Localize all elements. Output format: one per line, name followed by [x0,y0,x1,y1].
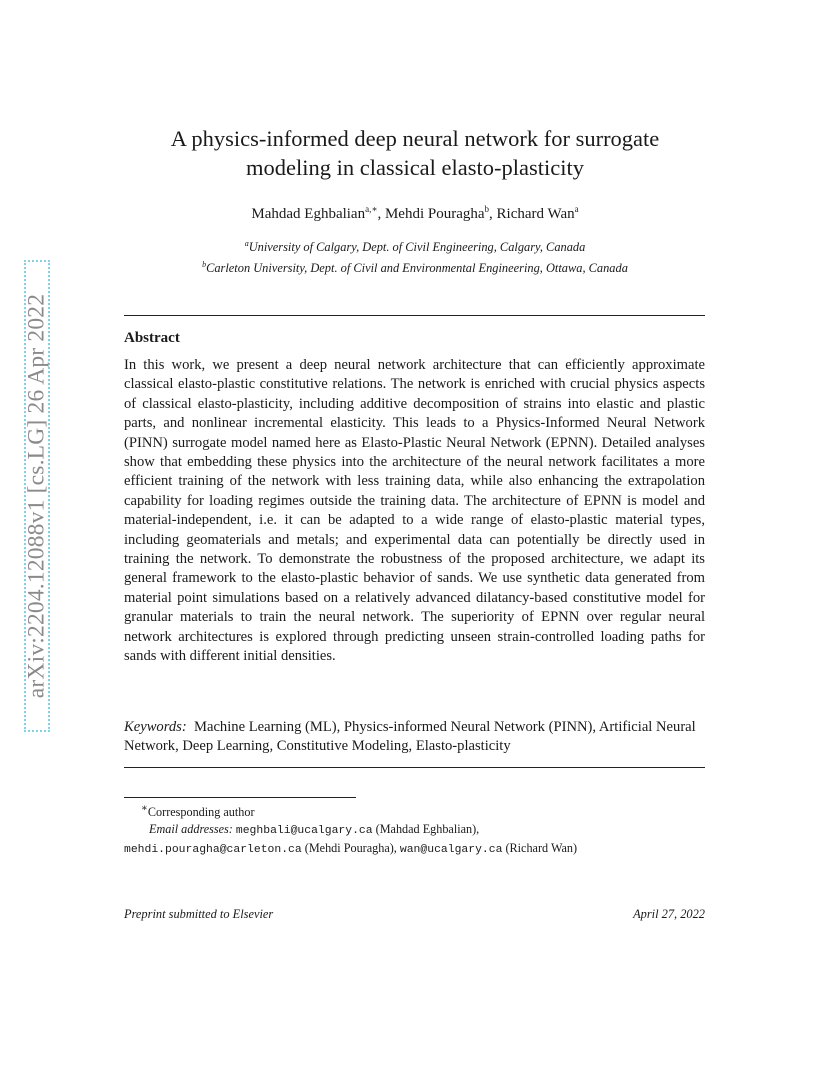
preprint-note: Preprint submitted to Elsevier [124,907,274,921]
author-affil-mark: a [574,204,579,214]
paper-title [100,124,730,182]
footnote-rule [124,797,356,798]
affiliation-mark: a [244,239,249,248]
abstract-text: In this work, we present a deep neural network architecture that can efficiently approximate classical elasto-plastic constitutive relations. The network is enriched with crucial physics aspects of classical elasto-plasticity, including additive decomposition of strains into elastic and plastic parts, and nonlinear incremental elasticity. This leads to a Physics-Informed Neural Network (PINN) surrogate model named here as Elasto-Plastic Neural Network (EPNN). Detailed analyses show that embedding these physics into the architecture of the neural network facilitates a more efficient training of the network with less training data, while also enhancing the extrapolation capability for loading regimes outside the training data. The architecture of EPNN is model and material-independent, i.e. it can be adapted to a wide range of elasto-plastic material types, including geomaterials and metals; and experimental data can potentially be directly used in training the network. To demonstrate the robustness of the proposed architecture, we adapt its general framework to the elasto-plastic behavior of sands. We use synthetic data generated from material point simulations based on a relatively advanced dilatancy-based constitutive model for granular materials to train the neural network. The superiority of EPNN over regular neural network architectures is explored through predicting unseen strain-controlled loading paths for sands with different initial densities. [124,357,705,665]
keywords [124,718,705,757]
author-affil-mark: a,∗ [365,204,378,214]
footnote [124,800,724,860]
affiliation-mark: b [202,260,207,270]
email-link[interactable]: mehdi.pouragha@carleton.ca [124,844,302,857]
email-label: Email addresses: [149,822,233,837]
abstract-bottom-rule [124,767,705,768]
preprint-date: April 27, 2022 [633,907,705,921]
author-name: Mehdi Pouragha [384,206,485,222]
author-name: Richard Wan [496,206,575,222]
keywords-text: Machine Learning (ML), Physics-informed Neural Network (PINN), Artificial Neural Network, Deep Learning, Constitutive Modeling, Elasto-plasticity [124,719,696,755]
abstract-top-rule [124,315,705,316]
affiliations [100,235,730,277]
email-link[interactable]: meghbali@ucalgary.ca [235,825,373,838]
corresponding-text: Corresponding author [147,805,255,820]
author-list: Mahdad Eghbalian$^{a,∗}$, Mehdi Pouragha$^b$, Richard Wan$^a$ [251,204,579,222]
abstract-heading: Abstract [124,330,180,346]
affiliation [100,235,730,256]
author-name: Mahdad Eghbalian [251,206,366,222]
email-line [124,840,724,859]
email-line [124,821,724,840]
affiliation-text: University of Calgary, Dept. of Civil Engineering, Calgary, Canada [248,240,586,255]
affiliation [100,256,730,277]
email-owner: (Mahdad Eghbalian), [375,822,480,837]
corresponding-author-note [124,800,724,821]
email-owner: (Richard Wan) [505,841,578,856]
email-link[interactable]: wan@ucalgary.ca [399,844,503,857]
arxiv-stamp[interactable]: arXiv:2204.12088v1 [cs.LG] 26 Apr 2022 [23,293,50,699]
keywords-label: Keywords: [124,719,187,735]
author-affil-mark: b [484,204,490,214]
email-owner: (Mehdi Pouragha), [304,841,397,856]
title-line: modeling in classical elasto-plasticity [245,155,585,180]
corresponding-mark: ∗ [141,803,148,814]
affiliation-text: Carleton University, Dept. of Civil and Environmental Engineering, Ottawa, Canada [206,261,628,276]
title-line: A physics-informed deep neural network for surrogate [170,126,660,151]
